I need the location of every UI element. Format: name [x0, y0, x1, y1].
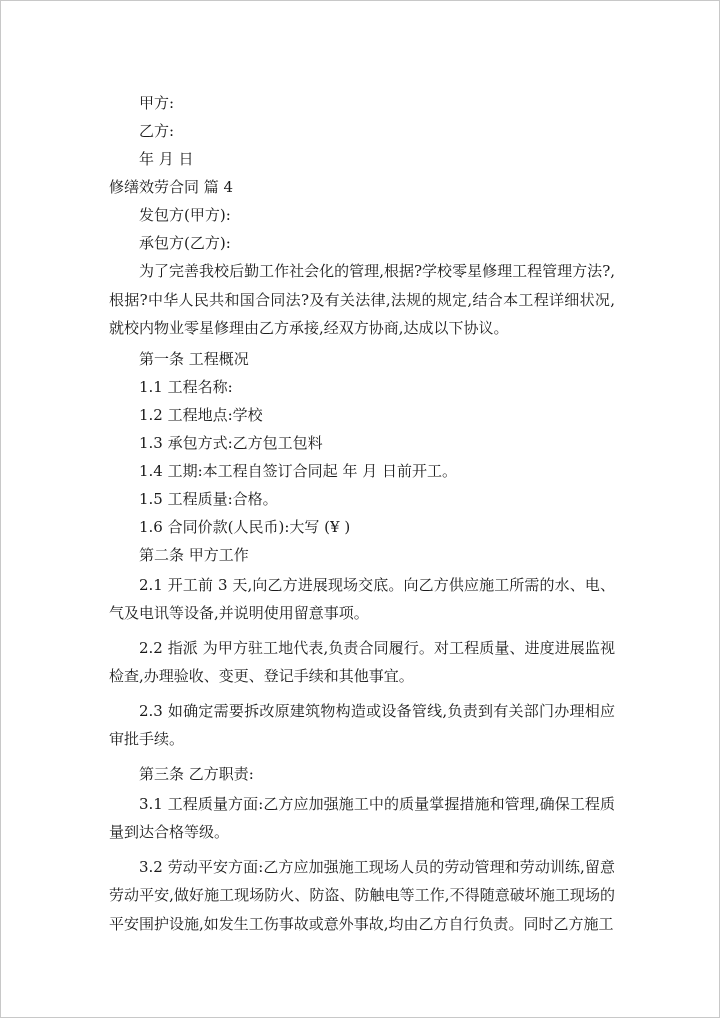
article-3-1: 3.1 工程质量方面:乙方应加强施工中的质量掌握措施和管理,确保工程质量到达合格等级。: [109, 794, 615, 841]
article-1-2: 1.2 工程地点:学校: [139, 405, 263, 424]
date-line: 年 月 日: [139, 150, 194, 168]
party-a-line: 甲方:: [139, 94, 175, 112]
article-1-title: 第一条 工程概况: [139, 349, 249, 368]
intro-paragraph: 为了完善我校后勤工作社会化的管理,根据?学校零星修理工程管理方法?,根据?中华人民共和国合同法?及有关法律,法规的规定,结合本工程详细状况,就校内物业零星修理由乙方承接,经双方协商,达成以下协议。: [109, 262, 615, 337]
document-body: [109, 89, 615, 938]
article-3-title: 第三条 乙方职责:: [139, 764, 254, 783]
article-1-5: 1.5 工程质量:合格。: [139, 489, 278, 508]
article-3-2: 3.2 劳动平安方面:乙方应加强施工现场人员的劳动管理和劳动训练,留意劳动平安,做好施工现场防火、防盗、防触电等工作,不得随意破坏施工现场的平安围护设施,如发生工伤事故或意外事故,均由乙方自行负责。同时乙方施工: [109, 857, 615, 933]
article-2-3: 2.3 如确定需要拆改原建筑物构造或设备管线,负责到有关部门办理相应审批手续。: [109, 701, 615, 748]
contractor-b-line: 承包方(乙方):: [139, 234, 231, 252]
article-2-2: 2.2 指派 为甲方驻工地代表,负责合同履行。对工程质量、进度进展监视检查,办理验收、变更、登记手续和其他事宜。: [109, 638, 615, 685]
section-title: 修缮效劳合同 篇 4: [109, 178, 234, 196]
party-b-line: 乙方:: [139, 122, 175, 140]
article-1-1: 1.1 工程名称:: [139, 377, 233, 396]
article-1-4: 1.4 工期:本工程自签订合同起 年 月 日前开工。: [139, 461, 457, 480]
article-2-title: 第二条 甲方工作: [139, 545, 249, 564]
article-1-6: 1.6 合同价款(人民币):大写 (¥ ): [139, 517, 351, 536]
article-1-3: 1.3 承包方式:乙方包工包料: [139, 433, 323, 452]
contractor-a-line: 发包方(甲方):: [139, 206, 231, 224]
article-2-1: 2.1 开工前 3 天,向乙方进展现场交底。向乙方供应施工所需的水、电、气及电讯等设备,并说明使用留意事项。: [109, 575, 615, 622]
